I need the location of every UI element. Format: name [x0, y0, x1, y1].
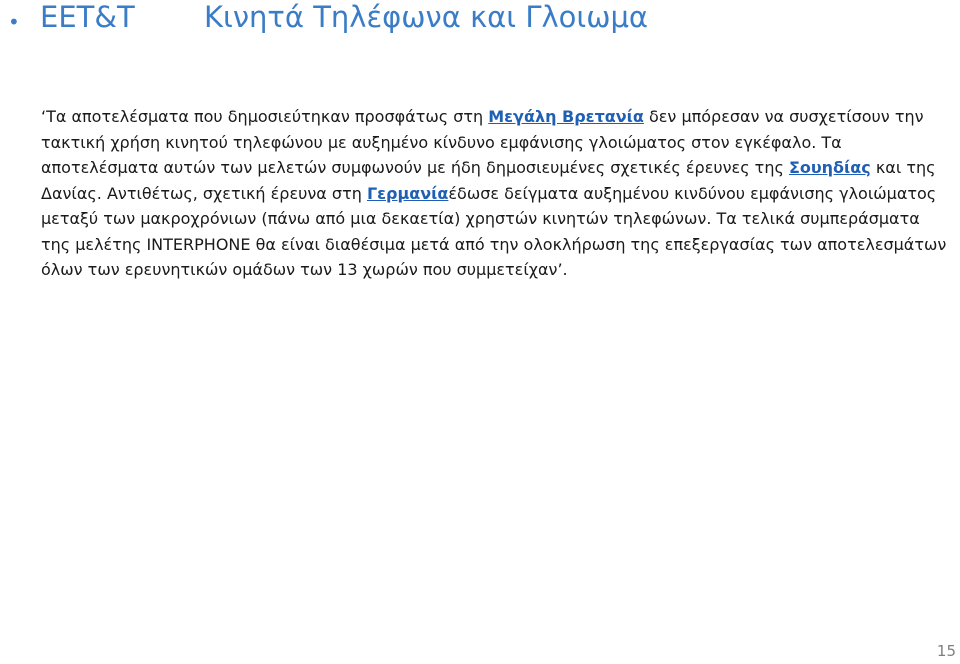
- body-paragraph: [41, 104, 951, 283]
- title-bullet: •: [8, 10, 20, 34]
- body-text-2: δεν μπόρεσαν να συσχετίσουν την τακτική χρήση κινητού τηλεφώνου με αυξημένο κίνδυνο εμφάνισης γλοιώματος στον εγκέφαλο. Τα αποτελέσματα αυτών των μελετών συμφωνούν με ήδη δημοσιευμένες σχετικές έρευνες της: [41, 107, 924, 177]
- body-text-1: ‘Τα αποτελέσματα που δημοσιεύτηκαν προσφάτως στη: [41, 107, 489, 126]
- body-text-4: έδωσε δείγματα αυξημένου κινδύνου εμφάνισης γλοιώματος μεταξύ των μακροχρόνιων (πάνω από μια δεκαετία) χρηστών κινητών τηλεφώνων. Τα τελικά συμπεράσματα της μελέτης INTERPHONE θα είναι διαθέσιμα μετά από την ολοκλήρωση της επεξεργασίας των αποτελεσμάτων όλων των ερευνητικών ομάδων των 13 χωρών που συμμετείχαν’.: [41, 183, 947, 279]
- slide-header: [0, 0, 960, 40]
- slide-title: Κινητά Τηλέφωνα και Γλοιωμα: [204, 0, 649, 34]
- link-great-britain[interactable]: Μεγάλη Βρετανία: [488, 107, 644, 126]
- body-text-3: και της Δανίας. Αντιθέτως, σχετική έρευνα στη: [41, 158, 936, 203]
- course-code: ΕΕΤ&Τ: [40, 0, 135, 34]
- link-germany[interactable]: Γερμανία: [366, 183, 449, 203]
- page-number: 15: [936, 642, 956, 660]
- link-sweden[interactable]: Σουηδίας: [788, 158, 871, 177]
